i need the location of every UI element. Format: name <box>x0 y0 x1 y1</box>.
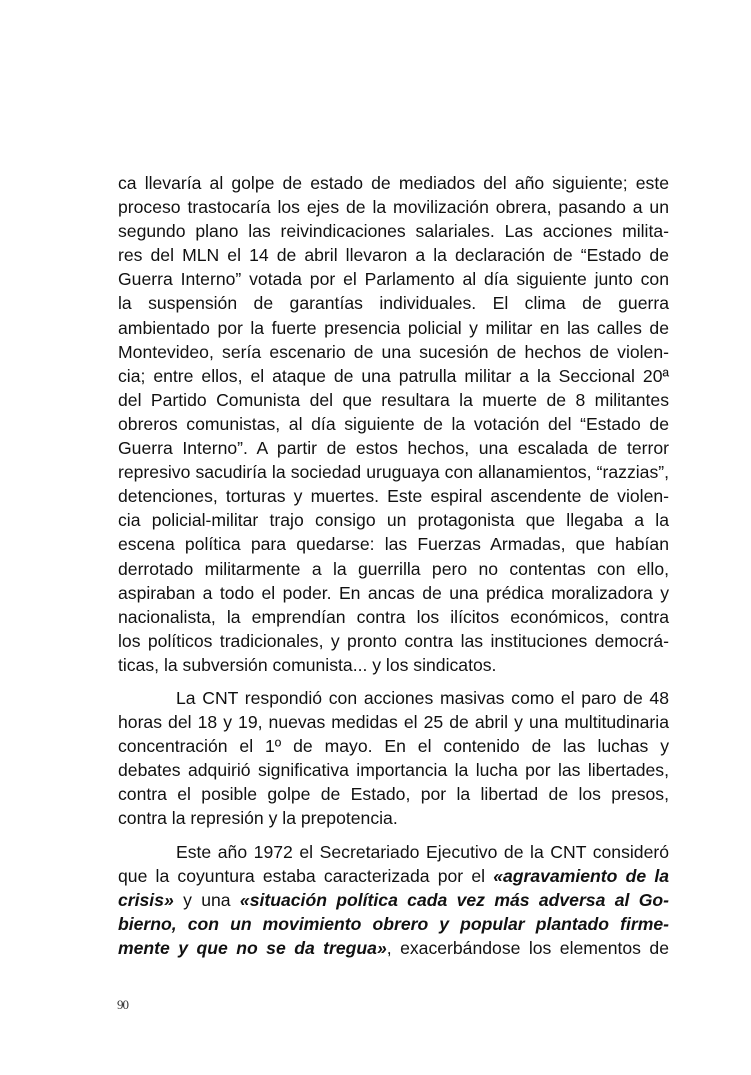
text-line <box>118 340 669 364</box>
text-segment: cia; entre ellos, el ataque de una patrulla militar a la Seccional 20ª <box>118 365 669 386</box>
text-segment: los políticos tradicionales, y pronto contra las instituciones democrá- <box>118 630 669 651</box>
text-segment: obreros comunistas, al día siguiente de la votación del “Estado de <box>118 413 669 434</box>
text-segment: proceso trastocaría los ejes de la movilización obrera, pasando a un <box>118 197 669 218</box>
text-line <box>118 460 669 484</box>
text-segment: y una <box>173 889 240 910</box>
text-line <box>118 436 669 460</box>
emphasized-quote: crisis» <box>118 889 174 910</box>
text-segment: Montevideo, sería escenario de una sucesión de hechos de violen- <box>118 341 669 362</box>
emphasized-quote: mente y que no se da tregua» <box>118 937 387 958</box>
text-segment: derrotado militarmente a la guerrilla pero no contentas con ello, <box>118 558 669 579</box>
text-line <box>118 364 669 388</box>
text-segment: contra la represión y la prepotencia. <box>118 808 398 829</box>
emphasized-quote: «situación política cada vez más adversa al Go- <box>239 889 669 910</box>
text-segment: concentración el 1º de mayo. En el contenido de las luchas y <box>118 736 669 757</box>
text-line <box>118 758 669 782</box>
text-segment: ambientado por la fuerte presencia policial y militar en las calles de <box>118 317 669 338</box>
text-segment: contra el posible golpe de Estado, por la libertad de los presos, <box>118 784 669 805</box>
text-line <box>118 291 669 315</box>
text-segment: La CNT respondió con acciones masivas como el paro de 48 <box>176 687 669 708</box>
text-line <box>118 412 669 436</box>
text-line <box>118 171 669 195</box>
text-segment: represivo sacudiría la sociedad uruguaya con allanamientos, “razzias”, <box>118 462 669 483</box>
text-line <box>118 653 669 677</box>
text-segment: detenciones, torturas y muertes. Este espiral ascendente de violen- <box>118 486 669 507</box>
emphasized-quote: bierno, con un movimiento obrero y popular plantado firme- <box>118 913 669 934</box>
text-line <box>118 532 669 556</box>
text-line <box>118 864 669 888</box>
text-line <box>118 710 669 734</box>
text-segment: res del MLN el 14 de abril llevaron a la declaración de “Estado de <box>118 245 669 266</box>
text-segment: segundo plano las reivindicaciones salariales. Las acciones milita- <box>118 221 669 242</box>
text-line <box>118 484 669 508</box>
text-line <box>118 782 669 806</box>
paragraph <box>118 171 669 677</box>
page-number: 90 <box>117 997 128 1012</box>
text-line <box>118 734 669 758</box>
text-segment: nacionalista, la emprendían contra los ilícitos económicos, contra <box>118 606 669 627</box>
text-segment: escena política para quedarse: las Fuerzas Armadas, que habían <box>118 534 669 555</box>
text-segment: Guerra Interno” votada por el Parlamento al día siguiente junto con <box>118 269 669 290</box>
text-line <box>118 195 669 219</box>
text-segment: ca llevaría al golpe de estado de mediados del año siguiente; este <box>118 173 669 193</box>
text-segment: la suspensión de garantías individuales. El clima de guerra <box>118 293 669 314</box>
text-segment: que la coyuntura estaba caracterizada por el <box>118 865 494 886</box>
text-line <box>118 629 669 653</box>
text-segment: ticas, la subversión comunista... y los sindicatos. <box>118 654 497 675</box>
text-segment: del Partido Comunista del que resultara la muerte de 8 militantes <box>118 389 669 410</box>
body-text <box>118 171 669 960</box>
paragraph <box>118 686 669 831</box>
text-line <box>118 243 669 267</box>
text-line <box>118 686 669 710</box>
text-segment: debates adquirió significativa importancia la lucha por las libertades, <box>118 760 669 781</box>
text-line <box>118 388 669 412</box>
text-line <box>118 936 669 960</box>
paragraph-gap <box>118 831 669 840</box>
text-line <box>118 806 669 830</box>
text-line <box>118 912 669 936</box>
text-line <box>118 316 669 340</box>
text-segment: horas del 18 y 19, nuevas medidas el 25 de abril y una multitudinaria <box>118 712 669 733</box>
emphasized-quote: «agravamiento de la <box>493 865 669 886</box>
text-segment: , exacerbándose los elementos de <box>386 937 669 958</box>
text-line <box>118 508 669 532</box>
text-segment: Este año 1972 el Secretariado Ejecutivo de la CNT consideró <box>176 841 669 862</box>
text-segment: cia policial-militar trajo consigo un protagonista que llegaba a la <box>118 510 669 531</box>
paragraph <box>118 840 669 960</box>
text-line <box>118 267 669 291</box>
text-line <box>118 219 669 243</box>
text-line <box>118 557 669 581</box>
text-line <box>118 840 669 864</box>
paragraph-gap <box>118 677 669 686</box>
text-line <box>118 581 669 605</box>
text-segment: Guerra Interno”. A partir de estos hechos, una escalada de terror <box>118 438 669 459</box>
text-line <box>118 605 669 629</box>
text-line <box>118 888 669 912</box>
text-segment: aspiraban a todo el poder. En ancas de una prédica moralizadora y <box>118 582 669 603</box>
